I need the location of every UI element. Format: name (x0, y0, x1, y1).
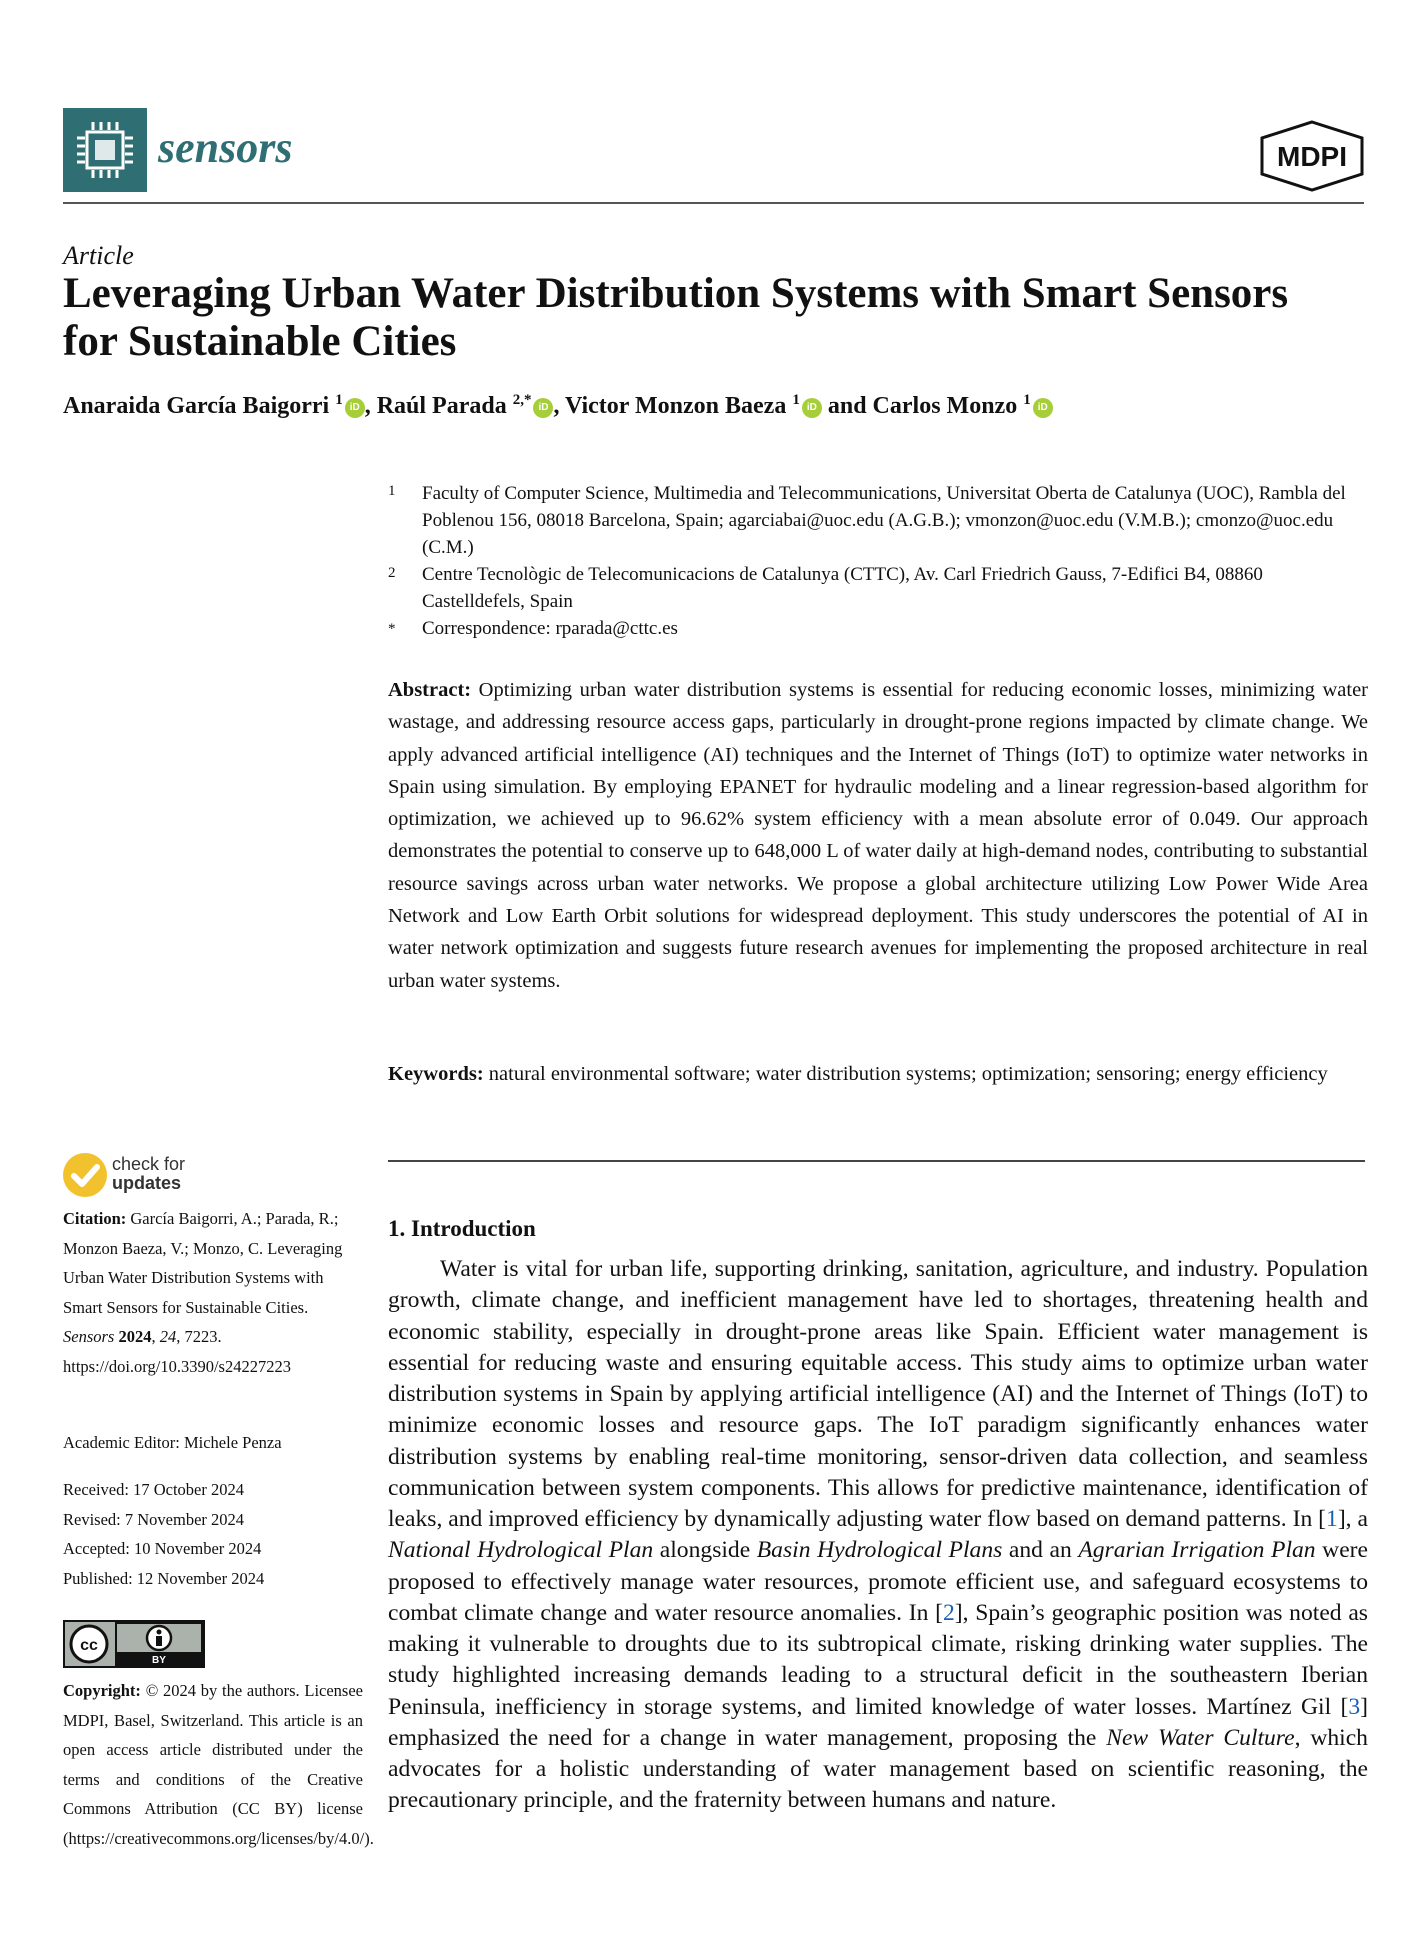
author-name[interactable]: Victor Monzon Baeza (565, 393, 787, 419)
citation-doi[interactable]: 7223. https://doi.org/10.3390/s24227223 (63, 1327, 291, 1376)
affiliation-text: Centre Tecnològic de Telecomunicacions de Catalunya (CTTC), Av. Carl Friedrich Gauss, 7-Edifici B4, 08860 Castelldefels, Spain (422, 564, 1263, 612)
check-updates-line1: check for (112, 1154, 186, 1174)
intro-italic: Basin Hydrological Plans (756, 1537, 1003, 1564)
intro-paragraph (388, 1254, 1368, 1817)
author-list (63, 392, 1053, 420)
orcid-icon[interactable]: iD (533, 398, 553, 418)
abstract-label: Abstract: (388, 679, 472, 701)
orcid-icon[interactable]: iD (345, 398, 365, 418)
reference-link[interactable]: 3 (1348, 1693, 1361, 1720)
citation-authors: García Baigorri, A.; Parada, R.; Monzon Baeza, V.; Monzo, C. Leveraging Urban Water Distribution Systems with Smart Sensors for Sustainable Cities. (63, 1209, 343, 1317)
abstract-text: Optimizing urban water distribution systems is essential for reducing economic losses, minimizing water wastage, and addressing resource access gaps, particularly in drought-prone regions impacted by climate change. We apply advanced artificial intelligence (AI) techniques and the Internet of Things (IoT) to optimize water networks in Spain using simulation. By employing EPANET for hydraulic modeling and a linear regression-based algorithm for optimization, we achieved up to 96.62% system efficiency with a mean absolute error of 0.049. Our approach demonstrates the potential to conserve up to 648,000 L of water daily at high-demand nodes, contributing to substantial resource savings across urban water networks. We propose a global architecture utilizing Low Power Wide Area Network and Low Earth Orbit solutions for widespread deployment. This study underscores the potential of AI in water network optimization and suggests future research avenues for implementing the proposed architecture in real urban water systems. (388, 679, 1368, 992)
author-affiliation-mark: 1 (792, 392, 800, 408)
orcid-icon[interactable]: iD (802, 398, 822, 418)
citation-journal: Sensors (63, 1327, 115, 1346)
intro-text: alongside (653, 1537, 757, 1564)
revised-date: Revised: 7 November 2024 (63, 1510, 245, 1529)
academic-editor: Academic Editor: Michele Penza (63, 1433, 282, 1452)
journal-logo (63, 108, 147, 192)
affiliation-mark: 1 (388, 483, 396, 499)
intro-italic: National Hydrological Plan (388, 1537, 654, 1564)
author-separator: , (553, 393, 566, 419)
intro-italic: Agrarian Irrigation Plan (1078, 1537, 1316, 1564)
reference-link[interactable]: 1 (1326, 1506, 1338, 1532)
check-updates-label[interactable] (112, 1155, 185, 1193)
section-divider (388, 1160, 1365, 1162)
correspondence: Correspondence: rparada@cttc.es (422, 618, 678, 639)
affiliation-mark: 2 (388, 565, 396, 581)
affiliation-mark: * (388, 621, 396, 637)
intro-italic: New Water Culture (1106, 1724, 1295, 1751)
mdpi-logo[interactable] (1258, 120, 1366, 192)
author-affiliation-mark: 1 (1023, 392, 1031, 408)
intro-text: ] emphasized the need for a change in water management, proposing the (388, 1693, 1368, 1751)
abstract (388, 674, 1368, 997)
affiliation-text: Faculty of Computer Science, Multimedia and Telecommunications, Universitat Oberta de Catalunya (UOC), Rambla del Poblenou 156, 08018 Barcelona, Spain; agarciabai@uoc.edu (A.G.B.); vmonzon@uoc.edu (V.M.B.); cmonzo@uoc.edu (C.M.) (422, 483, 1346, 558)
header-divider (63, 202, 1364, 204)
intro-text: Water is vital for urban life, supporting drinking, sanitation, agriculture, and industry. Population growth, climate change, and inefficient management have led to shortages, threatening health and economic stability, especially in drought-prone areas like Spain. Efficient water management is essential for reducing waste and ensuring equitable access. This study aims to optimize urban water distribution systems in Spain by applying artificial intelligence (AI) and the Internet of Things (IoT) to minimize economic losses and resource gaps. The IoT paradigm significantly enhances water distribution systems by enabling real-time monitoring, sensor-driven data collection, and seamless communication between system components. This allows for predictive maintenance, identification of leaks, and improved efficiency by dynamically adjusting water flow based on demand patterns. In [ (388, 1256, 1368, 1532)
section-heading: 1. Introduction (388, 1216, 536, 1241)
check-updates-line2: updates (112, 1173, 182, 1193)
author-and: and (821, 393, 873, 419)
keywords (388, 1058, 1368, 1090)
intro-text: were proposed to effectively manage water resources, promote efficient use, and safeguard ecosystems to combat climate change and water resource anomalies. In [ (388, 1537, 1369, 1626)
citation-label: Citation: (63, 1209, 127, 1228)
copyright (63, 1676, 374, 1853)
intro-text: and an (1002, 1537, 1079, 1564)
cc-by-license-badge[interactable] (63, 1620, 205, 1668)
article-title: Leveraging Urban Water Distribution Systems with Smart Sensors for Sustainable Cities (63, 270, 1289, 365)
intro-text: , which advocates for a holistic understanding of water management based on scientific reasoning, the precautionary principle, and the fraternity between humans and nature. (388, 1724, 1368, 1814)
copyright-text: © 2024 by the authors. Licensee MDPI, Basel, Switzerland. This article is an open access article distributed under the terms and conditions of the Creative Commons Attribution (CC BY) license (https://creativecommons.org/licenses/by/4.0/). (63, 1681, 374, 1848)
citation: Citation: García Baigorri, A.; Parada, R.; Monzon Baeza, V.; Monzo, C. Leveraging Urban Water Distribution Systems with Smart Sensors for Sustainable Cities. Sensors 2024, 24, 7223. https://doi.org/10.3390/s24227223 (63, 1209, 343, 1376)
journal-name[interactable]: sensors (158, 123, 293, 172)
intro-text: ], a (1337, 1506, 1368, 1532)
author-name[interactable]: Raúl Parada (376, 393, 507, 419)
accepted-date: Accepted: 10 November 2024 (63, 1539, 262, 1558)
citation-volume: 24 (159, 1327, 177, 1346)
received-date: Received: 17 October 2024 (63, 1480, 244, 1499)
author-name[interactable]: Anaraida García Baigorri (63, 393, 330, 419)
introduction-body (388, 1254, 1368, 1817)
publisher-name: MDPI (1277, 141, 1347, 172)
keywords-label: Keywords: (388, 1063, 484, 1085)
citation-year: 2024 (118, 1327, 152, 1346)
author-affiliation-mark: 1 (335, 392, 343, 408)
cc-by-label: BY (152, 1655, 166, 1666)
intro-text: ], Spain’s geographic position was noted as making it vulnerable to droughts due to its subtropical climate, risking drinking water supplies. The study highlighted increasing demands leading to a structural deficit in the southeastern Iberian Peninsula, inefficiency in storage systems, and limited knowledge of water losses. Martínez Gil [ (388, 1599, 1368, 1720)
copyright-label: Copyright: (63, 1681, 141, 1700)
reference-link[interactable]: 2 (942, 1599, 955, 1626)
orcid-icon[interactable]: iD (1033, 398, 1053, 418)
keywords-text: natural environmental software; water distribution systems; optimization; sensoring; energy efficiency (488, 1063, 1328, 1085)
check-updates-icon[interactable] (63, 1153, 107, 1197)
author-name[interactable]: Carlos Monzo (872, 393, 1018, 419)
published-date: Published: 12 November 2024 (63, 1569, 265, 1588)
sensor-chip-icon (63, 108, 147, 192)
author-separator: , (364, 393, 377, 419)
svg-text:cc: cc (80, 1637, 98, 1654)
author-affiliation-mark: 2,* (512, 392, 532, 408)
article-type: Article (63, 241, 134, 270)
